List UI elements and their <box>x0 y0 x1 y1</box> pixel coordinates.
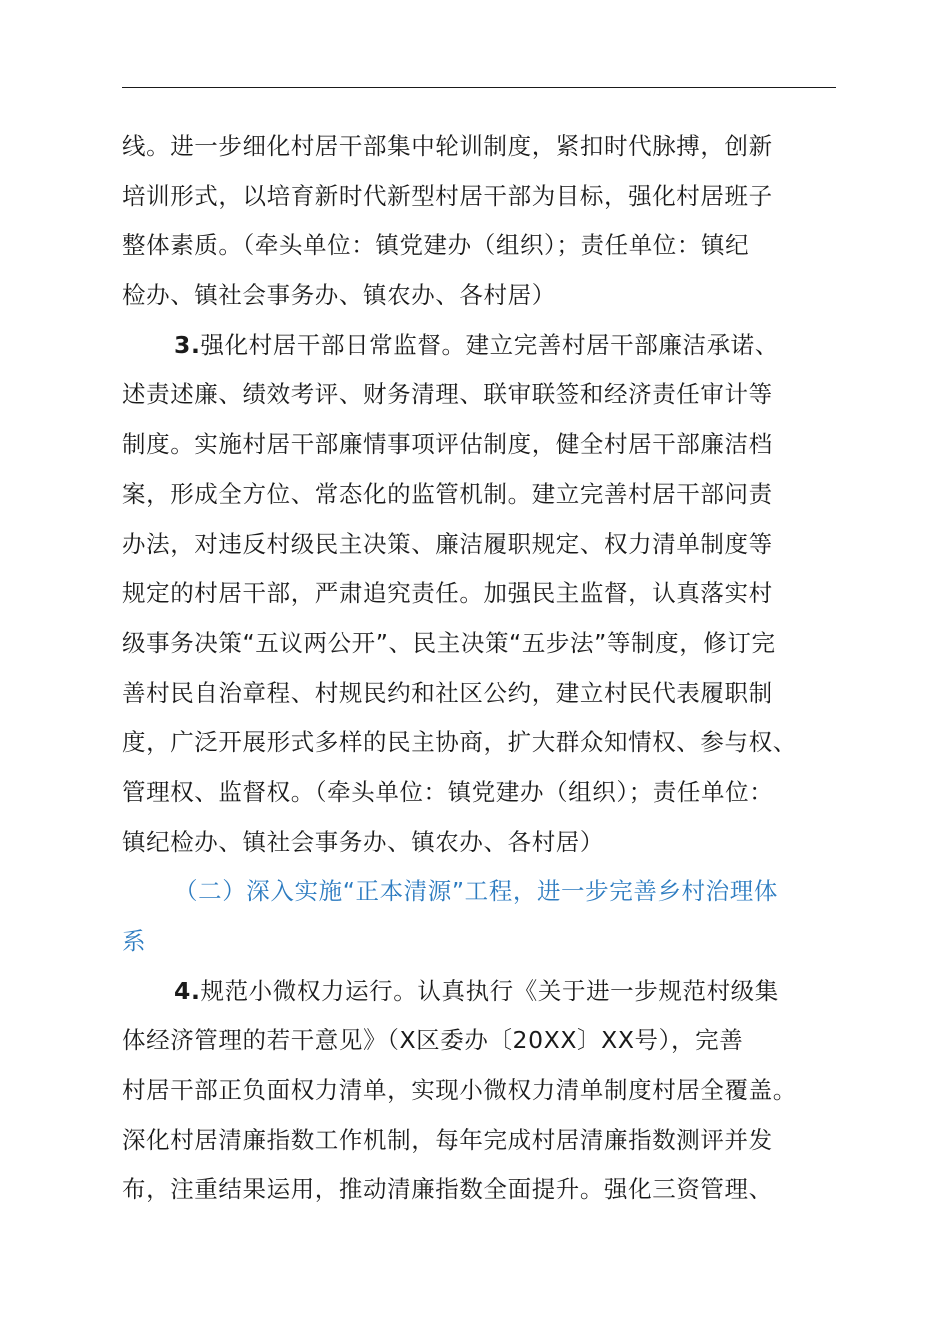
paragraph-4 <box>122 967 842 1215</box>
text-line: 制度。实施村居干部廉情事项评估制度，健全村居干部廉洁档 <box>122 430 773 459</box>
text-line: 整体素质。（牵头单位：镇党建办（组织）；责任单位：镇纪 <box>122 231 750 260</box>
heading-line: 系 <box>122 927 147 955</box>
paragraph-3 <box>122 321 842 868</box>
section-heading <box>122 867 842 966</box>
text-line: 善村民自治章程、村规民约和社区公约，建立村民代表履职制 <box>122 678 773 707</box>
text-line: 深化村居清廉指数工作机制，每年完成村居清廉指数测评并发 <box>122 1125 773 1154</box>
text-line: 体经济管理的若干意见》（X区委办〔20XX〕XX号），完善 <box>122 1026 744 1055</box>
heading-line: （二）深入实施“正本清源”工程，进一步完善乡村治理体 <box>174 877 778 906</box>
text-line: 检办、镇社会事务办、镇农办、各村居） <box>122 281 556 310</box>
text-line: 级事务决策“五议两公开”、民主决策“五步法”等制度，修订完 <box>122 628 776 657</box>
text-line <box>122 321 842 371</box>
text-line: 述责述廉、绩效考评、财务清理、联审联签和经济责任审计等 <box>122 380 773 409</box>
text-line: 管理权、监督权。（牵头单位：镇党建办（组织）；责任单位： <box>122 777 774 806</box>
text-line: 案，形成全方位、常态化的监管机制。建立完善村居干部问责 <box>122 479 773 508</box>
text-line <box>122 967 842 1017</box>
text-line: 度，广泛开展形式多样的民主协商，扩大群众知情权、参与权、 <box>122 728 797 757</box>
text-line: 村居干部正负面权力清单，实现小微权力清单制度村居全覆盖。 <box>122 1076 797 1105</box>
text-line: 镇纪检办、镇社会事务办、镇农办、各村居） <box>122 827 604 856</box>
item-number: 3. <box>174 330 201 359</box>
text-line: 布，注重结果运用，推动清廉指数全面提升。强化三资管理、 <box>122 1175 773 1204</box>
item-number: 4. <box>174 976 201 1005</box>
paragraph-continuation <box>122 122 842 321</box>
text-line: 线。进一步细化村居干部集中轮训制度，紧扣时代脉搏，创新 <box>122 132 773 160</box>
document-body <box>122 122 842 1215</box>
text-line: 培训形式，以培育新时代新型村居干部为目标，强化村居班子 <box>122 181 773 210</box>
item-lead-text: 规范小微权力运行。认真执行《关于进一步规范村级集 <box>200 976 779 1005</box>
item-lead-text: 强化村居干部日常监督。建立完善村居干部廉洁承诺、 <box>200 330 779 359</box>
text-line: 规定的村居干部，严肃追究责任。加强民主监督，认真落实村 <box>122 579 773 608</box>
text-line: 办法，对违反村级民主决策、廉洁履职规定、权力清单制度等 <box>122 529 773 558</box>
header-rule <box>122 87 836 88</box>
